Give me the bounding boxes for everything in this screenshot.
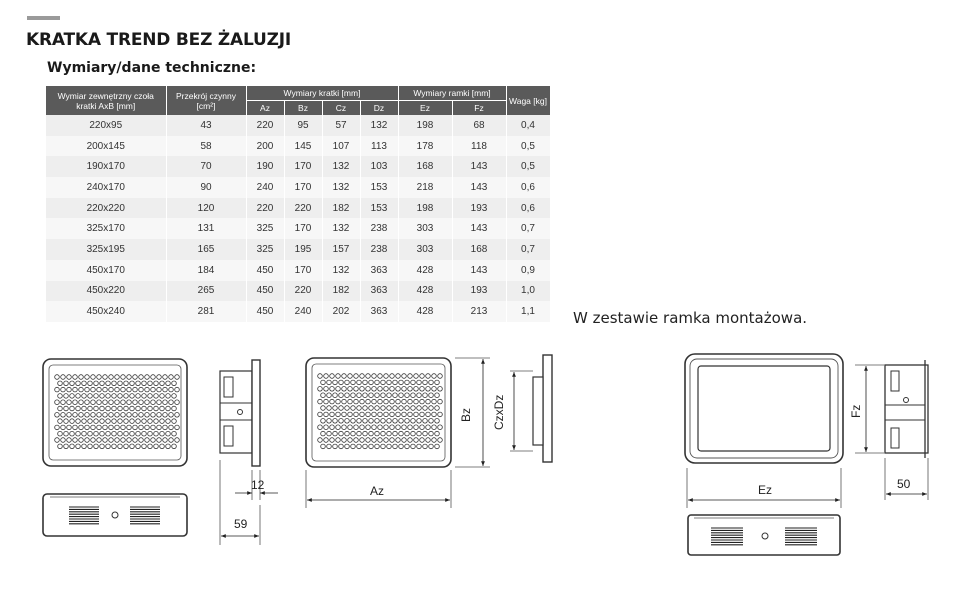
- cell-ez: 303: [398, 239, 452, 260]
- cell-dz: 238: [360, 239, 398, 260]
- cell-outer-dimension: 325x195: [46, 239, 166, 260]
- cell-cz: 107: [322, 136, 360, 157]
- dimension-59: 59: [234, 517, 248, 531]
- cell-outer-dimension: 450x170: [46, 260, 166, 281]
- header-bz: Bz: [284, 101, 322, 116]
- cell-weight: 1,1: [506, 301, 550, 322]
- cell-dz: 113: [360, 136, 398, 157]
- cell-cz: 57: [322, 115, 360, 136]
- cell-ez: 178: [398, 136, 452, 157]
- cell-fz: 193: [452, 281, 506, 302]
- cell-cz: 132: [322, 218, 360, 239]
- cell-weight: 0,7: [506, 239, 550, 260]
- cell-free-area: 43: [166, 115, 246, 136]
- header-fz: Fz: [452, 101, 506, 116]
- cell-cz: 157: [322, 239, 360, 260]
- cell-fz: 168: [452, 239, 506, 260]
- dimension-ez: Ez: [758, 483, 773, 497]
- cell-outer-dimension: 450x220: [46, 281, 166, 302]
- cell-fz: 143: [452, 260, 506, 281]
- cell-free-area: 131: [166, 218, 246, 239]
- cell-az: 220: [246, 115, 284, 136]
- cell-fz: 118: [452, 136, 506, 157]
- cell-weight: 0,5: [506, 136, 550, 157]
- cell-fz: 213: [452, 301, 506, 322]
- cell-az: 450: [246, 260, 284, 281]
- cell-free-area: 184: [166, 260, 246, 281]
- cell-cz: 132: [322, 156, 360, 177]
- cell-bz: 170: [284, 177, 322, 198]
- cell-az: 325: [246, 239, 284, 260]
- dimension-bz: Bz: [459, 407, 473, 422]
- section-subtitle: Wymiary/dane techniczne:: [47, 60, 257, 76]
- cell-az: 190: [246, 156, 284, 177]
- cell-bz: 220: [284, 281, 322, 302]
- cell-bz: 145: [284, 136, 322, 157]
- cell-free-area: 265: [166, 281, 246, 302]
- cell-dz: 238: [360, 218, 398, 239]
- cell-free-area: 90: [166, 177, 246, 198]
- cell-ez: 303: [398, 218, 452, 239]
- cell-weight: 0,7: [506, 218, 550, 239]
- header-free-area: Przekrój czynny [cm²]: [166, 86, 246, 115]
- cell-outer-dimension: 220x220: [46, 198, 166, 219]
- cell-bz: 170: [284, 260, 322, 281]
- cell-weight: 0,9: [506, 260, 550, 281]
- cell-cz: 182: [322, 281, 360, 302]
- cell-cz: 132: [322, 260, 360, 281]
- cell-outer-dimension: 220x95: [46, 115, 166, 136]
- cell-fz: 193: [452, 198, 506, 219]
- cell-fz: 143: [452, 177, 506, 198]
- cell-outer-dimension: 240x170: [46, 177, 166, 198]
- cell-dz: 103: [360, 156, 398, 177]
- cell-ez: 168: [398, 156, 452, 177]
- cell-weight: 0,6: [506, 177, 550, 198]
- grille-front-view: [43, 359, 187, 466]
- cell-free-area: 70: [166, 156, 246, 177]
- cell-dz: 363: [360, 301, 398, 322]
- cell-ez: 198: [398, 198, 452, 219]
- cell-fz: 68: [452, 115, 506, 136]
- cell-bz: 240: [284, 301, 322, 322]
- header-weight: Waga [kg]: [506, 86, 550, 115]
- cell-ez: 218: [398, 177, 452, 198]
- cell-free-area: 281: [166, 301, 246, 322]
- dimension-az: Az: [370, 484, 385, 498]
- cell-outer-dimension: 325x170: [46, 218, 166, 239]
- frame-side-view: [849, 360, 928, 500]
- cell-fz: 143: [452, 218, 506, 239]
- cell-weight: 0,4: [506, 115, 550, 136]
- header-frame-dimensions: Wymiary ramki [mm]: [398, 86, 506, 101]
- header-ez: Ez: [398, 101, 452, 116]
- dimension-50: 50: [897, 477, 911, 491]
- cell-dz: 363: [360, 281, 398, 302]
- cell-outer-dimension: 190x170: [46, 156, 166, 177]
- cell-az: 450: [246, 281, 284, 302]
- cell-bz: 170: [284, 156, 322, 177]
- grille-side-view: [220, 360, 278, 545]
- header-az: Az: [246, 101, 284, 116]
- cell-weight: 0,6: [506, 198, 550, 219]
- header-cz: Cz: [322, 101, 360, 116]
- cell-weight: 1,0: [506, 281, 550, 302]
- cell-dz: 153: [360, 177, 398, 198]
- cell-weight: 0,5: [506, 156, 550, 177]
- header-outer-dimension: Wymiar zewnętrzny czoła kratki AxB [mm]: [46, 86, 166, 115]
- cell-az: 325: [246, 218, 284, 239]
- cell-free-area: 165: [166, 239, 246, 260]
- header-grille-dimensions: Wymiary kratki [mm]: [246, 86, 398, 101]
- cell-bz: 195: [284, 239, 322, 260]
- cell-dz: 153: [360, 198, 398, 219]
- cell-az: 200: [246, 136, 284, 157]
- dimension-fz: Fz: [849, 404, 863, 418]
- cell-az: 450: [246, 301, 284, 322]
- cell-ez: 428: [398, 301, 452, 322]
- cell-cz: 182: [322, 198, 360, 219]
- cell-free-area: 120: [166, 198, 246, 219]
- grille-front-dimensioned: [306, 358, 490, 508]
- dimension-czxdz: CzxDz: [492, 394, 506, 430]
- cell-ez: 198: [398, 115, 452, 136]
- frame-front-view: [685, 354, 843, 508]
- cell-cz: 132: [322, 177, 360, 198]
- mounting-frame-note: W zestawie ramka montażowa.: [573, 309, 808, 327]
- cell-ez: 428: [398, 281, 452, 302]
- cell-bz: 170: [284, 218, 322, 239]
- cell-bz: 95: [284, 115, 322, 136]
- header-dz: Dz: [360, 101, 398, 116]
- cell-free-area: 58: [166, 136, 246, 157]
- cell-cz: 202: [322, 301, 360, 322]
- frame-bottom-view: [688, 515, 840, 555]
- cell-az: 220: [246, 198, 284, 219]
- cell-dz: 363: [360, 260, 398, 281]
- page-title: KRATKA TREND BEZ ŻALUZJI: [26, 30, 292, 50]
- cell-bz: 220: [284, 198, 322, 219]
- dimension-12: 12: [251, 478, 265, 492]
- cell-az: 240: [246, 177, 284, 198]
- cell-fz: 143: [452, 156, 506, 177]
- cell-outer-dimension: 450x240: [46, 301, 166, 322]
- grille-bottom-view: [43, 494, 187, 536]
- grille-side-dimensioned: [492, 355, 552, 462]
- cell-outer-dimension: 200x145: [46, 136, 166, 157]
- cell-ez: 428: [398, 260, 452, 281]
- cell-dz: 132: [360, 115, 398, 136]
